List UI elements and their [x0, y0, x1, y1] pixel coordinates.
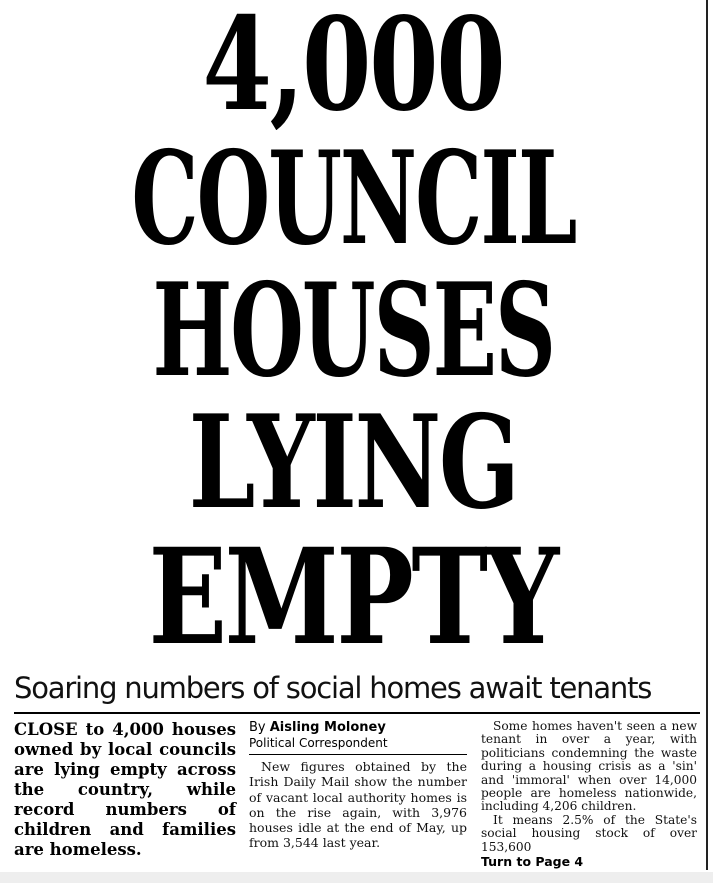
headline-text-1: 4,000	[202, 0, 504, 130]
byline	[249, 720, 467, 736]
headline-line-4	[0, 398, 706, 528]
subheadline: Soaring numbers of social homes await tenants	[14, 671, 652, 705]
turn-to-page-link[interactable]: Turn to Page 4	[481, 854, 584, 870]
byline-role: Political Correspondent	[249, 736, 467, 755]
divider	[14, 712, 700, 714]
intro-paragraph: CLOSE to 4,000 houses owned by local councils are lying empty across the country, while record numbers of children and families are homeless.	[14, 720, 236, 859]
byline-prefix: By	[249, 720, 270, 735]
article-column-3	[481, 720, 697, 870]
article-column-2	[249, 720, 467, 851]
headline-text-5: EMPTY	[148, 530, 558, 666]
headline-line-2	[0, 134, 706, 264]
headline-line-3	[0, 266, 706, 396]
byline-author: Aisling Moloney	[269, 720, 386, 735]
headline-text-4: LYING	[188, 398, 518, 528]
article-paragraph: New figures obtained by the Irish Daily Mail show the number of vacant local authority homes is on the rise again, with 3,976 houses idle at the end of May, up from 3,544 last year.	[249, 759, 467, 851]
headline-line-1	[0, 0, 706, 130]
article-paragraph: It means 2.5% of the State's social housing stock of over 153,600	[481, 812, 697, 854]
bottom-margin	[0, 872, 713, 883]
article-paragraph: Some homes haven't seen a new tenant in over a year, with politicians condemning the waste during a housing crisis as a 'sin' and 'immoral' when over 14,000 people are homeless nationwide, including 4,206 children.	[481, 719, 697, 814]
headline-line-5	[0, 530, 706, 666]
headline-text-2: COUNCIL	[130, 134, 576, 264]
headline-text-3: HOUSES	[152, 266, 554, 396]
